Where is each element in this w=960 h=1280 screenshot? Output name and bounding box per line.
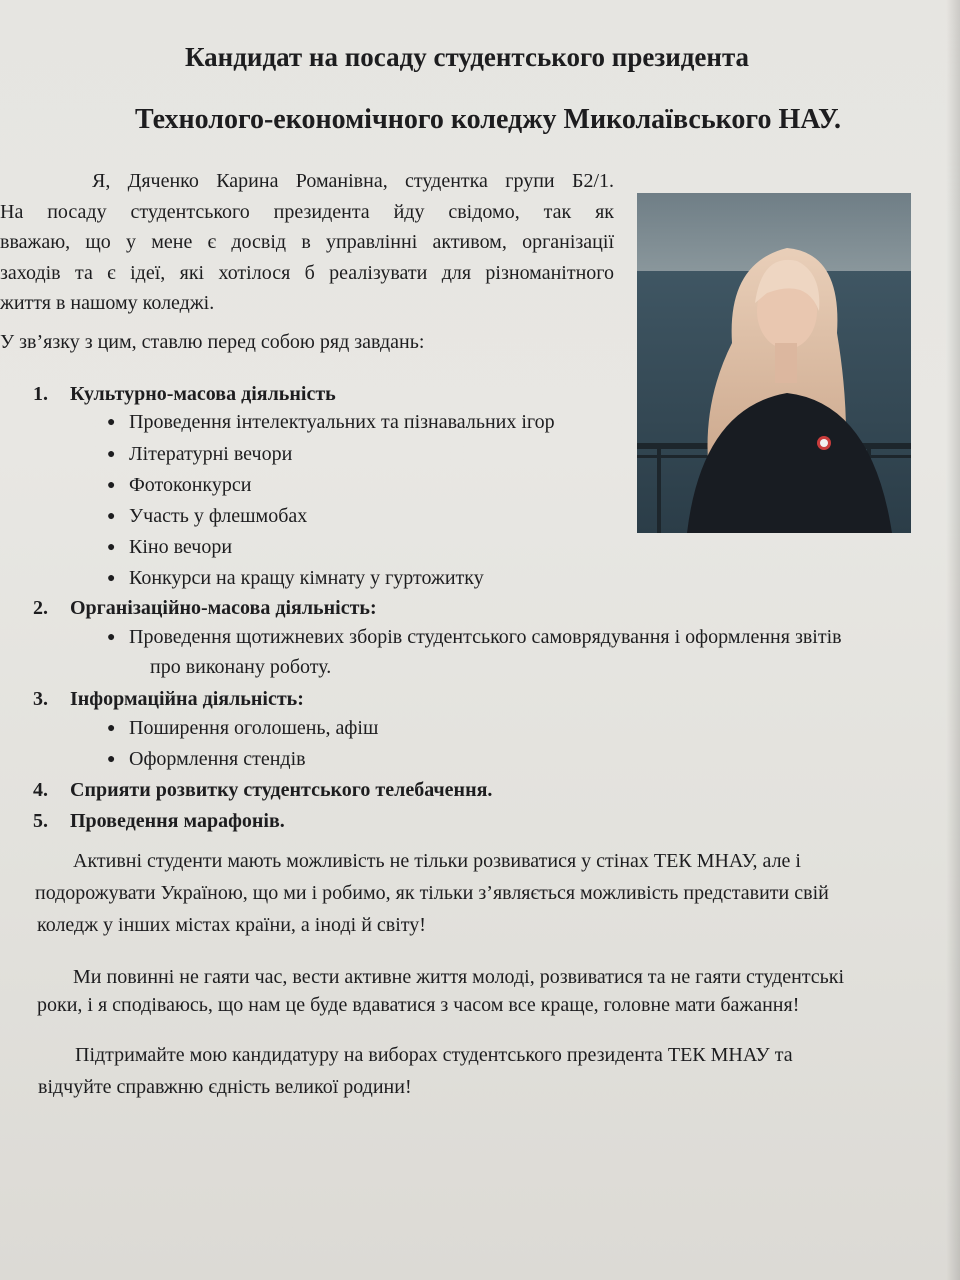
intro-line: вважаю, що у мене є досвід в управлінні активом, організації <box>0 231 614 253</box>
bullet-dot-icon: ● <box>107 447 116 462</box>
task-bullet <box>107 567 484 590</box>
task-number: 1. <box>33 383 48 405</box>
closing-line: Активні студенти мають можливість не тільки розвиватися у стінах ТЕК МНАУ, але і <box>73 850 801 872</box>
title-line-2: Технолого-економічного коледжу Миколаївського НАУ. <box>135 104 841 135</box>
task-bullet <box>107 474 251 497</box>
page-edge-shadow <box>946 0 960 1280</box>
task-title: Інформаційна діяльність: <box>70 688 304 710</box>
task-bullet-continuation <box>150 656 331 679</box>
task-bullet <box>107 717 378 740</box>
task-title: Культурно-масова діяльність <box>70 383 336 405</box>
closing-line: подорожувати Україною, що ми і робимо, як тільки з’являється можливість представити свій <box>35 882 829 904</box>
intro-line: заходів та є ідеї, які хотілося б реалізувати для різноманітного <box>0 261 614 284</box>
tasks-lead-text: У зв’язку з цим, ставлю перед собою ряд завдань: <box>0 331 425 353</box>
bullet-dot-icon: ● <box>107 478 116 493</box>
task-bullet-text: Кіно вечори <box>129 536 233 558</box>
closing-line: Підтримайте мою кандидатуру на виборах студентського президента ТЕК МНАУ та <box>75 1044 793 1066</box>
task-bullet <box>107 748 306 771</box>
closing-line: відчуйте справжню єдність великої родини! <box>38 1076 412 1098</box>
closing-line: Ми повинні не гаяти час, вести активне життя молоді, розвиватися та не гаяти студентські <box>73 966 845 988</box>
closing-line: коледж у інших містах країни, а іноді й світу! <box>37 914 426 936</box>
intro-line: На посаду студентського президента йду свідомо, так як <box>0 200 614 223</box>
task-bullet-text: Проведення щотижневих зборів студентського самоврядування і оформлення звітів <box>129 626 842 648</box>
task-bullet-text: Конкурси на кращу кімнату у гуртожитку <box>129 567 484 589</box>
task-bullet-text: Проведення інтелектуальних та пізнавальних ігор <box>129 411 555 433</box>
task-bullet <box>107 626 842 649</box>
task-bullet <box>107 443 292 466</box>
task-number: 3. <box>33 688 48 710</box>
bullet-dot-icon: ● <box>107 571 116 586</box>
candidate-photo <box>637 193 911 533</box>
bullet-dot-icon: ● <box>107 540 116 555</box>
task-bullet <box>107 411 555 434</box>
bullet-dot-icon: ● <box>107 721 116 736</box>
task-bullet-text: Фотоконкурси <box>129 474 252 496</box>
intro-paragraph <box>0 166 614 319</box>
task-bullet-text: Участь у флешмобах <box>129 505 308 527</box>
task-number: 5. <box>33 810 48 832</box>
intro-line: Я, Дяченко Карина Романівна, студентка групи Б2/1. <box>92 170 614 192</box>
bullet-dot-icon: ● <box>107 415 116 430</box>
task-bullet-text: Оформлення стендів <box>129 748 306 770</box>
task-bullet <box>107 536 232 559</box>
closing-line: роки, і я сподіваюсь, що нам це буде вдаватися з часом все краще, головне мати бажання! <box>37 994 800 1016</box>
task-bullet <box>107 505 307 528</box>
task-title: Сприяти розвитку студентського телебачення. <box>70 779 493 801</box>
bullet-dot-icon: ● <box>107 630 116 645</box>
task-bullet-text: Літературні вечори <box>129 443 293 465</box>
task-number: 4. <box>33 779 48 801</box>
task-title: Проведення марафонів. <box>70 810 285 832</box>
task-title: Організаційно-масова діяльність: <box>70 597 377 619</box>
bullet-dot-icon: ● <box>107 752 116 767</box>
intro-line: життя в нашому коледжі. <box>0 292 215 314</box>
task-bullet-text: Поширення оголошень, афіш <box>129 717 379 739</box>
task-bullet-text: про виконану роботу. <box>150 656 332 678</box>
bullet-dot-icon: ● <box>107 509 116 524</box>
title-line-1: Кандидат на посаду студентського президента <box>184 42 750 72</box>
task-number: 2. <box>33 597 48 619</box>
